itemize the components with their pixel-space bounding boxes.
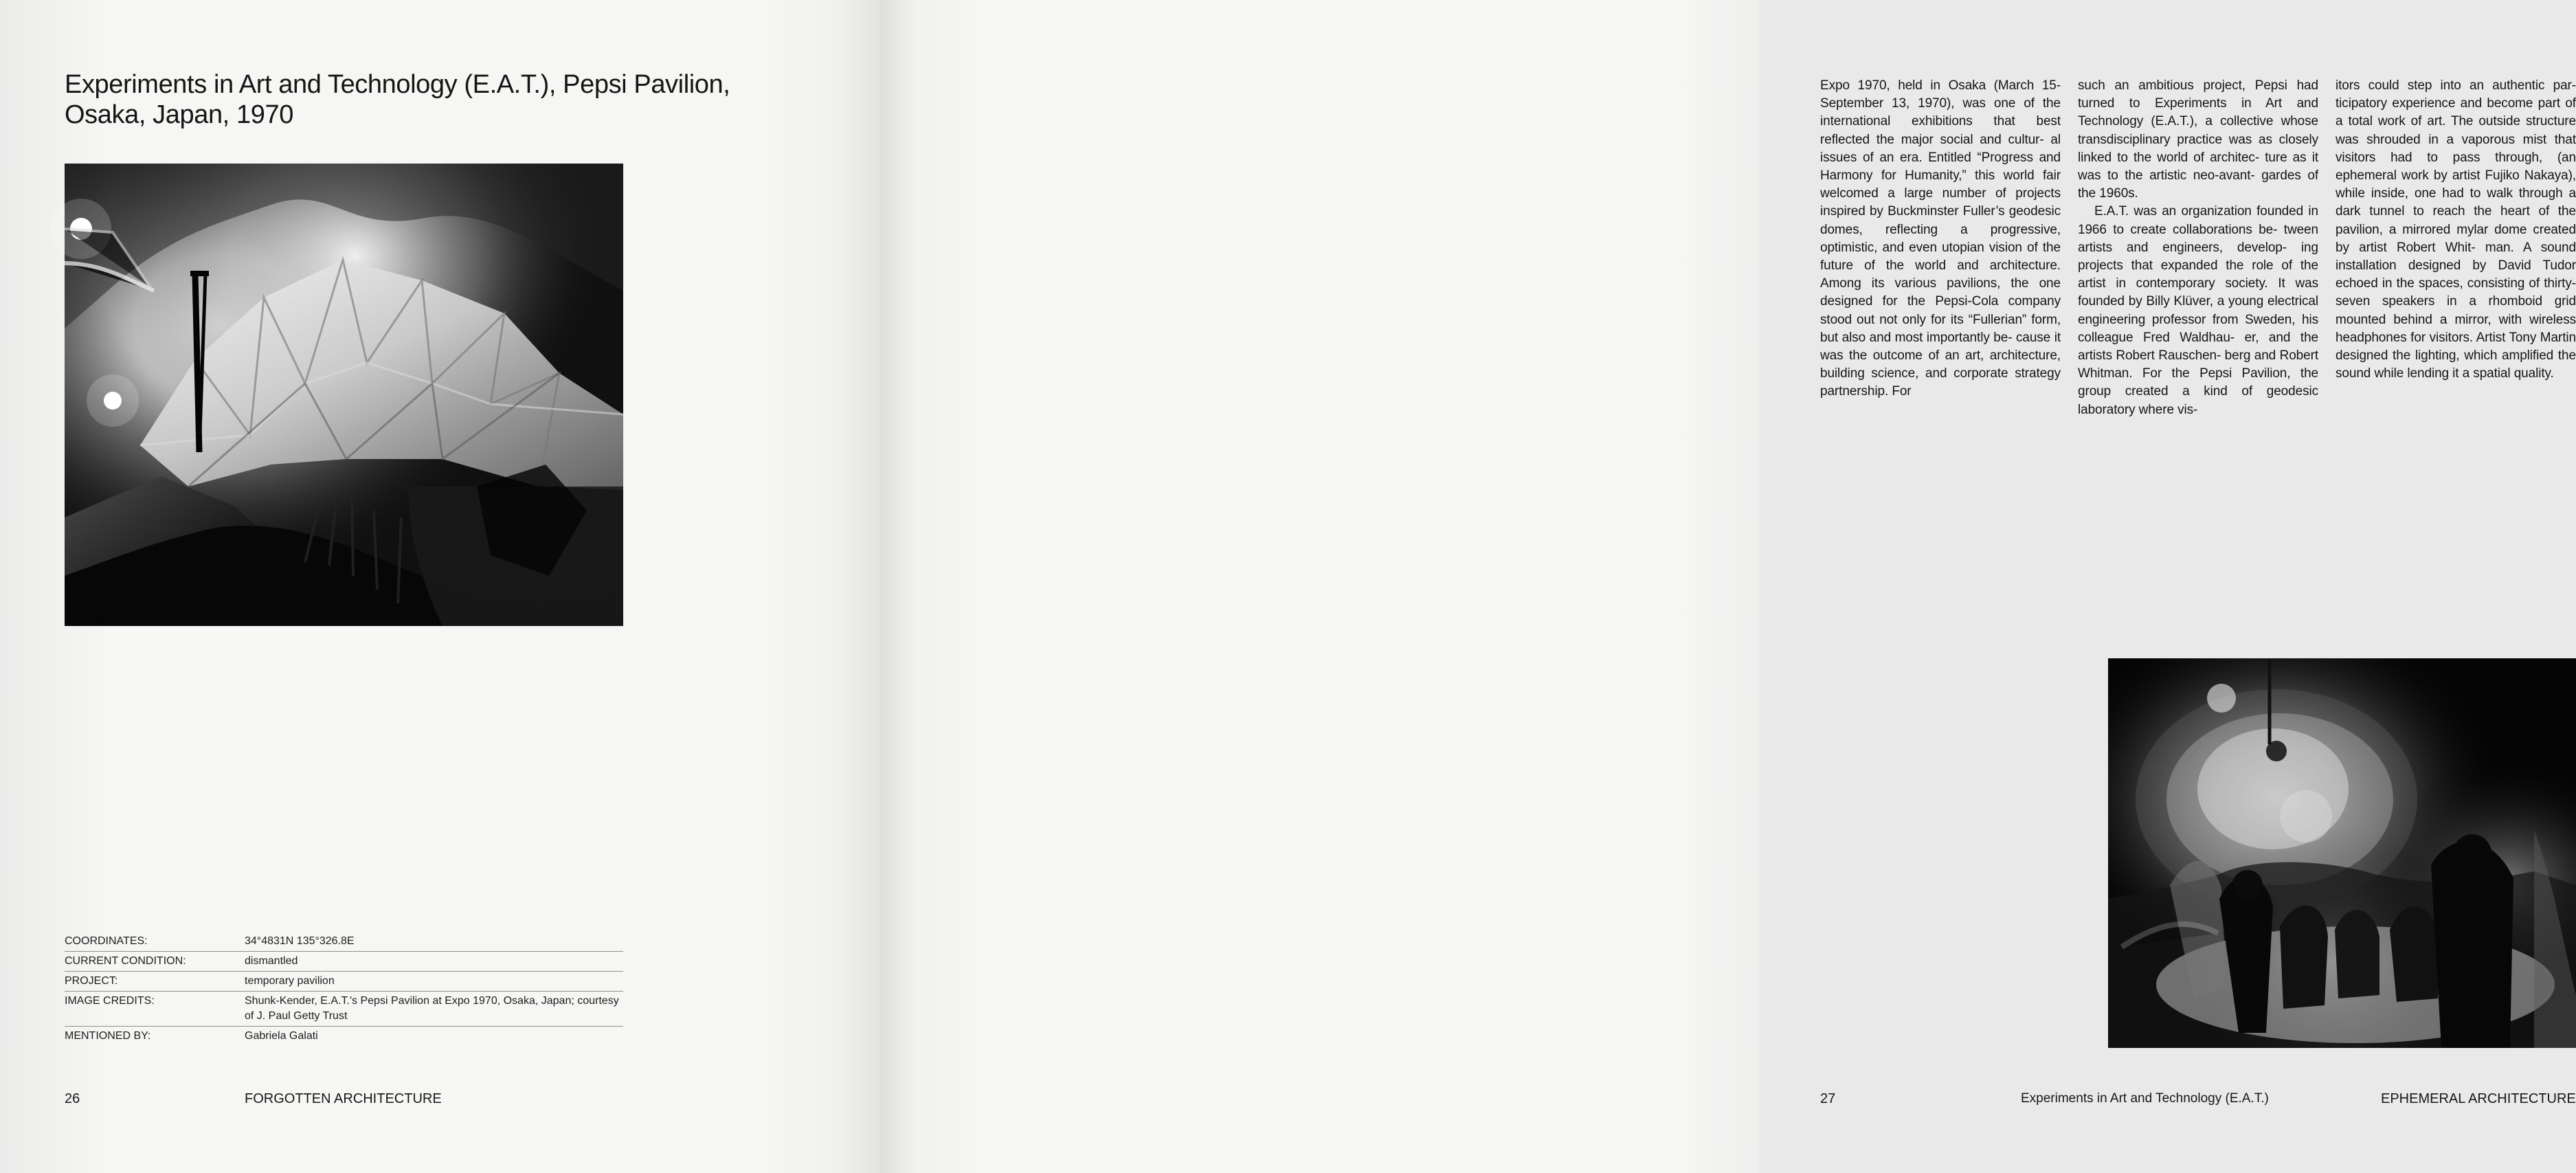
left-page-number: 26 [65,1091,80,1106]
article-column-3 [2336,77,2576,434]
article-title-line-1: Experiments in Art and Technology (E.A.T.), Pepsi Pavilion, [65,70,730,99]
right-page-number: 27 [1820,1091,1836,1106]
right-running-title: Experiments in Art and Technology (E.A.T.) [2021,1091,2269,1106]
left-running-title: FORGOTTEN ARCHITECTURE [245,1091,442,1106]
current-condition-value: dismantled [245,955,298,967]
project-value: temporary pavilion [245,975,335,987]
project-metadata-table [65,932,623,1046]
article-paragraph-3: E.A.T. was an organization founded in 1966 to create collaborations be- tween artists and engineers, develop- ing projects that expanded the role of the artist in contemporary society. It was founded by Billy Klüver, a young electrical engineering professor from Sweden, his colleague Fred Waldhau- er, and the artists Robert Rauschen- berg and Robert Whitman. For the Pepsi Pavilion, the group created a kind of geodesic laboratory where vis- [2078,204,2318,417]
metadata-row-current-condition [65,952,623,972]
article-paragraph-4: itors could step into an authentic par- ticipatory experience and become part of a total work of art. The outside structure was shrouded in a vaporous mist that visitors had to pass through, (an ephemeral work by artist Fujiko Nakaya), while inside, one had to walk through a dark tunnel to reach the heart of the pavilion, a mirrored mylar dome created by artist Robert Whit- man. A sound installation designed by David Tudor echoed in the spaces, consisting of thirty-seven speakers in a rhomboid grid mounted behind a mirror, with wireless headphones for visitors. Artist Tony Martin designed the lighting, which amplified the sound while lending it a spatial quality. [2336,78,2576,381]
left-page [0,0,880,1173]
coordinates-label: COORDINATES: [65,935,148,947]
article-paragraph-2: such an ambitious project, Pepsi had turned to Experiments in Art and Technology (E.A.T.), a collective whose transdisciplinary practice was as closely linked to the world of architec- ture as it was to the artistic neo-avant- gardes of the 1960s. [2078,78,2318,201]
article-title-line-2: Osaka, Japan, 1970 [65,100,293,129]
right-page [880,0,2576,1173]
section-title: EPHEMERAL ARCHITECTURE [2381,1091,2576,1106]
article-column-2 [2078,77,2318,434]
current-condition-label: CURRENT CONDITION: [65,955,186,967]
article-title [65,69,779,130]
coordinates-value: 34°4831N 135°326.8E [245,935,355,947]
article-text-columns [1820,77,2576,434]
mirrored-dome-interior-photo [2108,658,2576,1048]
metadata-row-mentioned-by [65,1027,623,1046]
metadata-row-coordinates [65,932,623,952]
article-column-1 [1820,77,2061,434]
image-credits-value: Shunk-Kender, E.A.T.'s Pepsi Pavilion at Expo 1970, Osaka, Japan; courtesy of J. Paul Getty Trust [245,995,619,1022]
metadata-row-image-credits [65,992,623,1027]
project-label: PROJECT: [65,975,118,987]
metadata-row-project [65,972,623,992]
mentioned-by-value: Gabriela Galati [245,1030,318,1042]
article-paragraph-1: Expo 1970, held in Osaka (March 15-September 13, 1970), was one of the international exhibitions that best reflected the major social and cultur- al issues of an era. Entitled “Progress and Harmony for Humanity,” this world fair welcomed a large number of projects inspired by Buckminster Fuller’s geodesic domes, reflecting a progressive, optimistic, and even utopian vision of the future of the world and architecture. Among its various pavilions, the one designed for the Pepsi-Cola company stood out not only for its “Fullerian” form, but also and most importantly be- cause it was the outcome of an art, architecture, building science, and corporate strategy partnership. For [1820,78,2061,399]
mentioned-by-label: MENTIONED BY: [65,1030,151,1042]
pepsi-pavilion-photo-drawing [65,164,623,626]
pepsi-pavilion-night-photo [65,164,623,626]
book-gutter [879,0,881,1173]
mirrored-dome-photo-drawing [2108,658,2576,1048]
image-credits-label: IMAGE CREDITS: [65,995,155,1007]
